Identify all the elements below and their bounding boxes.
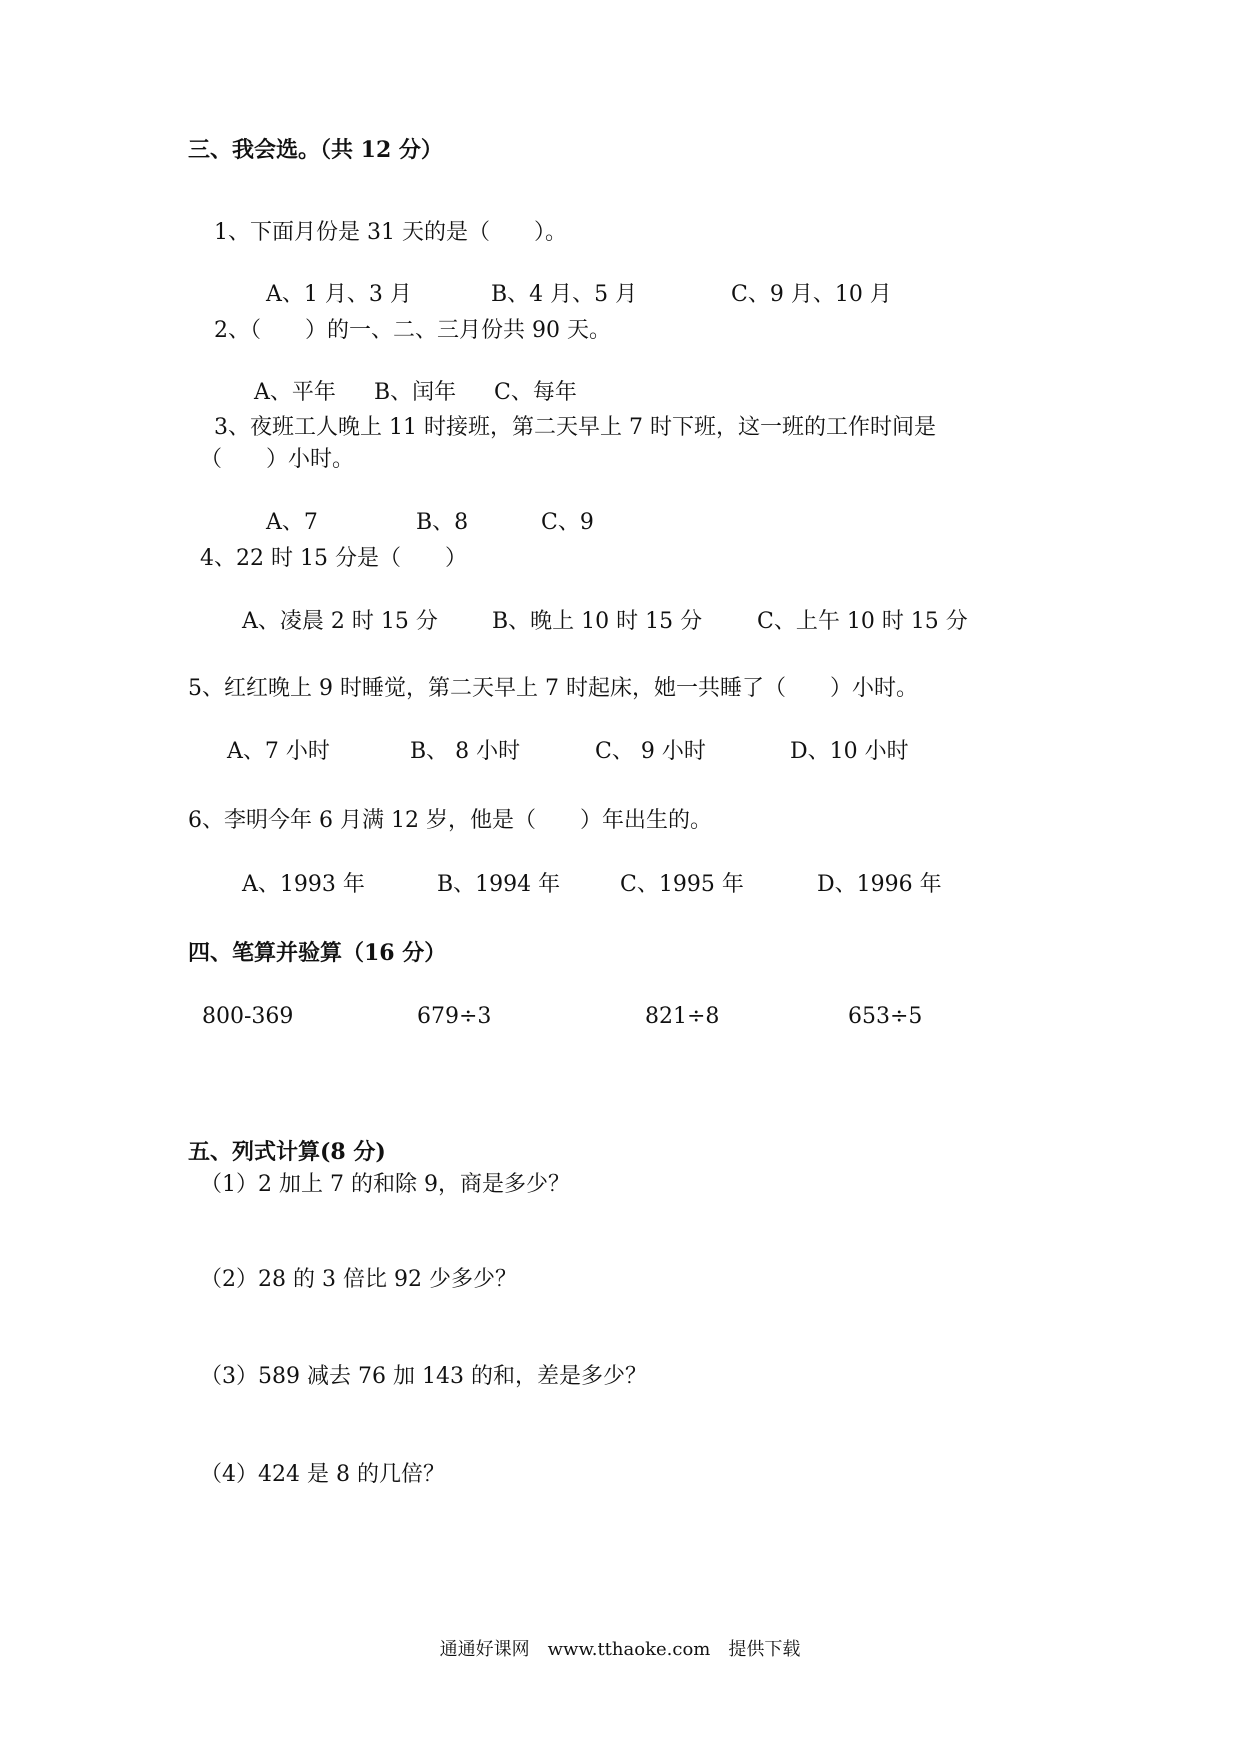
question-2-options: [240, 348, 577, 408]
calc-question-2: （2）28 的 3 倍比 92 少多少？: [200, 1267, 517, 1292]
question-1-text: 1、下面月份是 31 天的是（ ）。: [214, 220, 567, 245]
question-5-option-a: A、7 小时: [227, 739, 330, 764]
question-5-text: 5、红红晚上 9 时睡觉，第二天早上 7 时起床，她一共睡了（ ）小时。: [188, 676, 918, 701]
question-6-text: 6、李明今年 6 月满 12 岁，他是（ ）年出生的。: [188, 808, 712, 833]
question-5-options: [213, 707, 909, 767]
section4-problems: [188, 972, 922, 1032]
question-1-option-c: C、9 月、10 月: [731, 282, 892, 307]
question-1-options: [252, 250, 892, 310]
question-3-option-a: A、7: [266, 510, 318, 535]
question-3-text-line1: 3、夜班工人晚上 11 时接班，第二天早上 7 时下班，这一班的工作时间是: [214, 415, 936, 440]
question-2-option-a: A、平年: [254, 380, 336, 405]
question-2-option-c: C、每年: [494, 380, 577, 405]
question-5-option-d: D、10 小时: [790, 739, 909, 764]
question-5-option-b: B、 8 小时: [410, 739, 521, 764]
question-4-text: 4、22 时 15 分是（ ）: [200, 546, 467, 571]
question-6-option-b: B、1994 年: [437, 872, 561, 897]
question-2-option-b: B、闰年: [374, 380, 457, 405]
question-1-option-a: A、1 月、3 月: [266, 282, 412, 307]
section5-title: 五、列式计算(8 分): [188, 1139, 386, 1165]
section3-title: 三、我会选。（共 12 分）: [188, 137, 443, 163]
question-3-option-c: C、9: [541, 510, 594, 535]
question-3-options: [252, 478, 594, 538]
question-4-option-a: A、凌晨 2 时 15 分: [242, 609, 438, 634]
problem-2: 679÷3: [417, 1004, 492, 1029]
question-4-option-b: B、晚上 10 时 15 分: [492, 609, 703, 634]
question-6-options: [228, 840, 942, 900]
question-1-option-b: B、4 月、5 月: [491, 282, 638, 307]
calc-question-1: （1）2 加上 7 的和除 9，商是多少？: [200, 1172, 570, 1197]
question-3-option-b: B、8: [416, 510, 469, 535]
footer-download-note: 通通好课网 www.tthaoke.com 提供下载: [439, 1639, 801, 1660]
question-4-option-c: C、上午 10 时 15 分: [757, 609, 968, 634]
problem-3: 821÷8: [645, 1004, 720, 1029]
calc-question-4: （4）424 是 8 的几倍？: [200, 1462, 445, 1487]
section4-title: 四、笔算并验算（16 分）: [188, 940, 447, 966]
question-3-text-line2: （ ）小时。: [200, 447, 355, 472]
question-6-option-a: A、1993 年: [242, 872, 365, 897]
question-2-text: 2、（ ）的一、二、三月份共 90 天。: [214, 318, 611, 343]
problem-1: 800-369: [202, 1004, 294, 1029]
question-6-option-d: D、1996 年: [817, 872, 942, 897]
question-4-options: [228, 577, 968, 637]
problem-4: 653÷5: [848, 1004, 923, 1029]
question-6-option-c: C、1995 年: [620, 872, 744, 897]
calc-question-3: （3）589 减去 76 加 143 的和，差是多少？: [200, 1364, 647, 1389]
question-5-option-c: C、 9 小时: [595, 739, 706, 764]
